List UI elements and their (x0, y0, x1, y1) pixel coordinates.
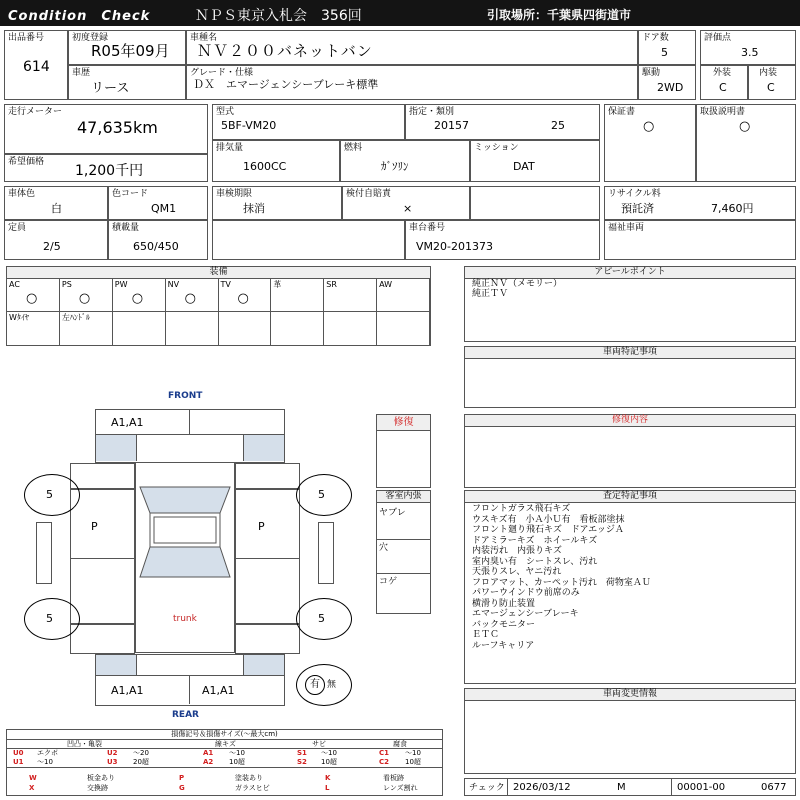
blank-cell (470, 186, 600, 220)
vehicle-changes-section (464, 688, 796, 774)
recycle-fee: 7,460円 (711, 202, 754, 215)
fuel-cell: 燃料 ｶﾞｿﾘﾝ (340, 140, 470, 182)
note-line: 室内臭い有 シートスレ、汚れ (472, 556, 598, 567)
right-rear-fender (235, 624, 300, 654)
front-damage-mark: A1,A1 (111, 416, 144, 429)
model-code: 5BF-VM20 (221, 119, 277, 132)
equipment-cell (324, 279, 377, 312)
legend-desc: 10超 (229, 758, 245, 766)
first-reg: R05年09月 (91, 42, 170, 60)
price-cell: 希望価格 1,200千円 (4, 154, 208, 182)
legend-mark-desc: 塗装あり (235, 774, 263, 782)
equipment-label: NV (167, 280, 180, 289)
inspection: 抹消 (243, 202, 265, 215)
note-line: ウスキズ有 小Ａ小Ｕ有 看板部塗抹 (472, 514, 625, 525)
legend-mark-code: W (29, 774, 37, 782)
equipment-cell (60, 312, 113, 345)
listing-no-cell: 出品番号 614 (4, 30, 68, 100)
doors-cell: ドア数 5 (638, 30, 696, 65)
right-mirror (318, 522, 334, 584)
equipment-cell (60, 279, 113, 312)
equipment-label: SR (326, 280, 337, 289)
equipment-cell (113, 312, 166, 345)
cabin-title: 客室内張 (377, 491, 430, 503)
capacity-cell: 定員 2/5 (4, 220, 108, 260)
special-notes-section (464, 346, 796, 408)
note-line: パワーウインドウ前席のみ (472, 588, 580, 598)
doors: 5 (661, 46, 668, 59)
legend-title: 損傷記号＆損傷サイズ(〜最大cm) (7, 730, 442, 740)
footer-id: 00001-00 (677, 782, 726, 793)
liability-cell: 検付自賠責 × (342, 186, 470, 220)
equipment-cell (219, 312, 272, 345)
repair-content-section (464, 414, 796, 488)
appeal-section (464, 266, 796, 342)
note-line: フロントガラス飛石キズ (472, 504, 571, 514)
vehicle-changes-title: 車両変更情報 (465, 689, 795, 701)
rear-bumper (95, 676, 285, 706)
history: リース (91, 81, 130, 96)
category-no: 25 (551, 119, 565, 132)
legend-code: U2 (107, 749, 118, 757)
condition-check-title: Condition Check (8, 9, 151, 24)
equipment-label: AW (379, 280, 393, 289)
tire-rear-right: 5 (296, 598, 352, 640)
appeal-line: 純正ＮＶ（メモリー） (472, 279, 563, 289)
hood (95, 435, 285, 463)
spare-none: 無 (327, 680, 337, 690)
tire-front-left: 5 (24, 474, 80, 516)
legend-desc: 〜10 (405, 749, 421, 757)
right-front-fender (235, 463, 300, 489)
welfare-cell: 福祉車両 (604, 220, 796, 260)
rear-left-damage-mark: A1,A1 (111, 684, 144, 697)
chassis-cell: 車台番号 VM20-201373 (405, 220, 600, 260)
equipment-label: 革 (273, 280, 282, 289)
auction-title: ＮＰＳ東京入札会 356回 (195, 8, 362, 24)
note-line: ルーフキャリア (472, 640, 535, 651)
tire-rear-left: 5 (24, 598, 80, 640)
model-code-cell: 型式 5BF-VM20 (212, 104, 405, 140)
check-date: 2026/03/12 (513, 782, 571, 793)
special-notes-title: 車両特記事項 (465, 347, 795, 359)
note-line: ＥＴＣ (472, 630, 500, 640)
left-door-mark: P (91, 520, 98, 533)
equipment-label: 左ﾊﾝﾄﾞﾙ (61, 313, 90, 322)
repair-content-title: 修復内容 (465, 415, 795, 427)
car-diagram (0, 380, 370, 725)
legend-mark-code: X (29, 784, 35, 792)
legend-mark-desc: 板金あり (87, 774, 115, 782)
transmission: DAT (513, 160, 535, 173)
left-front-fender (70, 463, 135, 489)
cabin-row: 穴 (379, 543, 389, 553)
equipment-cell (7, 279, 60, 312)
body-color-cell: 車体色 白 (4, 186, 108, 220)
color-code: QM1 (151, 202, 177, 215)
legend-mark-code: K (325, 774, 331, 782)
legend-desc: 20超 (133, 758, 149, 766)
mileage-cell: 走行メーター 47,635km (4, 104, 208, 154)
score: 3.5 (741, 46, 759, 59)
left-side (70, 489, 135, 624)
note-line: フロント廻り飛石キズ ドアエッジＡ (472, 525, 624, 535)
equipment-cell (166, 279, 219, 312)
blank-cell-2 (212, 220, 405, 260)
legend-code: S1 (297, 749, 307, 757)
right-door-mark: P (258, 520, 265, 533)
warranty: ○ (643, 119, 655, 134)
drive: 2WD (657, 81, 684, 94)
cabin-row: コゲ (379, 577, 398, 587)
color-code-cell: 色コード QM1 (108, 186, 208, 220)
repair-box (376, 414, 431, 488)
equipment-cell (166, 312, 219, 345)
displacement-cell: 排気量 1600CC (212, 140, 340, 182)
recycle-cell: リサイクル料 預託済 7,460円 (604, 186, 796, 220)
legend-section: 損傷記号＆損傷サイズ(〜最大cm) 凹凸・亀裂 線キズ サビ 腐食 U0 エクボ U2 〜20 A1 〜10 S1 〜10 C1 〜10 U1 〜10 U3 20超 A2 10超 S2 10超 C2 10超 W 板金あり P 塗装あり K 看板跡 X 交換跡 G ガラスヒビ L レンズ割れ (6, 729, 443, 796)
appeal-line: 純正ＴＶ (472, 289, 509, 299)
inspector-notes-section (464, 490, 796, 684)
legend-code: U1 (13, 758, 24, 766)
inspector-notes-title: 査定特記事項 (465, 491, 795, 503)
note-line: エマージェンシーブレーキ (472, 609, 579, 619)
exterior: C (719, 81, 727, 94)
equipment-cell (377, 312, 430, 345)
equipment-mark: ○ (131, 291, 144, 306)
load-cell: 積載量 650/450 (108, 220, 208, 260)
interior-cell: 内装 C (748, 65, 796, 100)
equipment-cell (271, 279, 324, 312)
spare-tire (296, 664, 352, 706)
recycle-status: 預託済 (621, 202, 654, 215)
front-bumper (95, 409, 285, 435)
warranty-cell: 保証書 ○ (604, 104, 696, 182)
equipment-title: 装備 (7, 267, 430, 279)
right-side (235, 489, 300, 624)
designation-no: 20157 (434, 119, 469, 132)
cabin-row: ヤブレ (379, 508, 406, 518)
liability: × (403, 202, 413, 215)
front-label: FRONT (168, 391, 203, 401)
equipment-cell (324, 312, 377, 345)
score-cell: 評価点 3.5 (700, 30, 796, 65)
legend-desc: 〜10 (229, 749, 245, 757)
legend-code: A2 (203, 758, 214, 766)
equipment-cell (7, 312, 60, 345)
equipment-cell (377, 279, 430, 312)
rear-right-damage-mark: A1,A1 (202, 684, 235, 697)
equipment-cell (113, 279, 166, 312)
legend-desc: 〜10 (321, 749, 337, 757)
repair-box-title: 修復 (377, 415, 430, 431)
left-rear-fender (70, 624, 135, 654)
model-name: ＮＶ２００バネットバン (197, 42, 373, 60)
equipment-mark: ○ (78, 291, 91, 306)
note-line: 天張りスレ、ヤニ汚れ (472, 567, 562, 577)
manual: ○ (739, 119, 751, 134)
manual-cell: 取扱説明書 ○ (696, 104, 796, 182)
legend-desc: 〜20 (133, 749, 149, 757)
equipment-cell (271, 312, 324, 345)
listing-no: 614 (23, 59, 50, 75)
equipment-label: TV (220, 280, 231, 289)
legend-desc: 10超 (405, 758, 421, 766)
load: 650/450 (133, 240, 179, 253)
trunk-label: trunk (173, 614, 197, 624)
header-bar (0, 0, 800, 26)
mileage: 47,635km (77, 118, 158, 137)
equipment-label: PW (114, 280, 128, 289)
pickup-location: 引取場所：千葉県四街道市 (487, 8, 632, 22)
interior: C (767, 81, 775, 94)
legend-desc: エクボ (37, 749, 58, 757)
legend-mark-desc: レンズ割れ (383, 784, 418, 792)
legend-desc: 〜10 (37, 758, 53, 766)
equipment-label: AC (9, 280, 20, 289)
legend-mark-desc: 交換跡 (87, 784, 108, 792)
rear-label: REAR (172, 710, 199, 720)
legend-desc: 10超 (321, 758, 337, 766)
equipment-section (6, 266, 431, 346)
equipment-mark: ○ (237, 291, 249, 306)
left-mirror (36, 522, 52, 584)
rear-panel (95, 654, 285, 676)
grade-cell: グレード・仕様 ＤＸ エマージェンシーブレーキ標準 (186, 65, 638, 100)
equipment-grid (7, 279, 430, 345)
legend-code: C1 (379, 749, 390, 757)
legend-mark-code: P (179, 774, 185, 782)
footer-code: 0677 (761, 782, 787, 793)
note-line: バックモニター (472, 619, 536, 630)
legend-mark-desc: 看板跡 (383, 774, 404, 782)
legend-code: U0 (13, 749, 24, 757)
note-line: 内装汚れ 内張りキズ (472, 546, 562, 556)
equipment-label: PS (61, 280, 72, 289)
transmission-cell: ミッション DAT (470, 140, 600, 182)
designation-cell: 指定・類別 20157 25 (405, 104, 600, 140)
footer-bar: チェック 2026/03/12 M 00001-00 0677 (464, 778, 796, 796)
legend-code: A1 (203, 749, 214, 757)
legend-mark-code: G (179, 784, 185, 792)
legend-mark-code: L (325, 784, 330, 792)
model-name-cell: 車種名 ＮＶ２００バネットバン (186, 30, 638, 65)
equipment-cell (219, 279, 272, 312)
equipment-label: Wﾀｲﾔ (9, 313, 29, 322)
history-cell: 車歴 リース (68, 65, 186, 100)
chassis: VM20-201373 (416, 240, 493, 253)
tire-front-right: 5 (296, 474, 352, 516)
body-color: 白 (51, 202, 62, 215)
note-line: ドアミラーキズ ホイールキズ (472, 535, 598, 546)
grade: ＤＸ エマージェンシーブレーキ標準 (193, 78, 379, 91)
note-line: 横滑り防止装置 (472, 598, 536, 609)
fuel: ｶﾞｿﾘﾝ (381, 160, 409, 173)
displacement: 1600CC (243, 160, 287, 173)
roof-glass (135, 485, 235, 615)
equipment-mark: ○ (26, 291, 38, 306)
appeal-title: アピールポイント (465, 267, 795, 279)
spare-mark-circle: 有 (305, 675, 325, 695)
legend-code: C2 (379, 758, 390, 766)
equipment-mark: ○ (184, 291, 196, 306)
price: 1,200千円 (75, 163, 144, 179)
legend-code: S2 (297, 758, 307, 766)
drive-cell: 駆動 2WD (638, 65, 696, 100)
legend-code: U3 (107, 758, 118, 766)
inspector: M (617, 782, 626, 793)
legend-mark-desc: ガラスヒビ (235, 784, 270, 792)
exterior-cell: 外装 C (700, 65, 748, 100)
capacity: 2/5 (43, 240, 61, 253)
first-reg-cell: 初度登録 R05年09月 (68, 30, 186, 65)
inspection-cell: 車検期限 抹消 (212, 186, 342, 220)
cabin-box (376, 490, 431, 614)
note-line: フロアマット、カーペット汚れ 荷物室ＡＵ (472, 577, 651, 588)
